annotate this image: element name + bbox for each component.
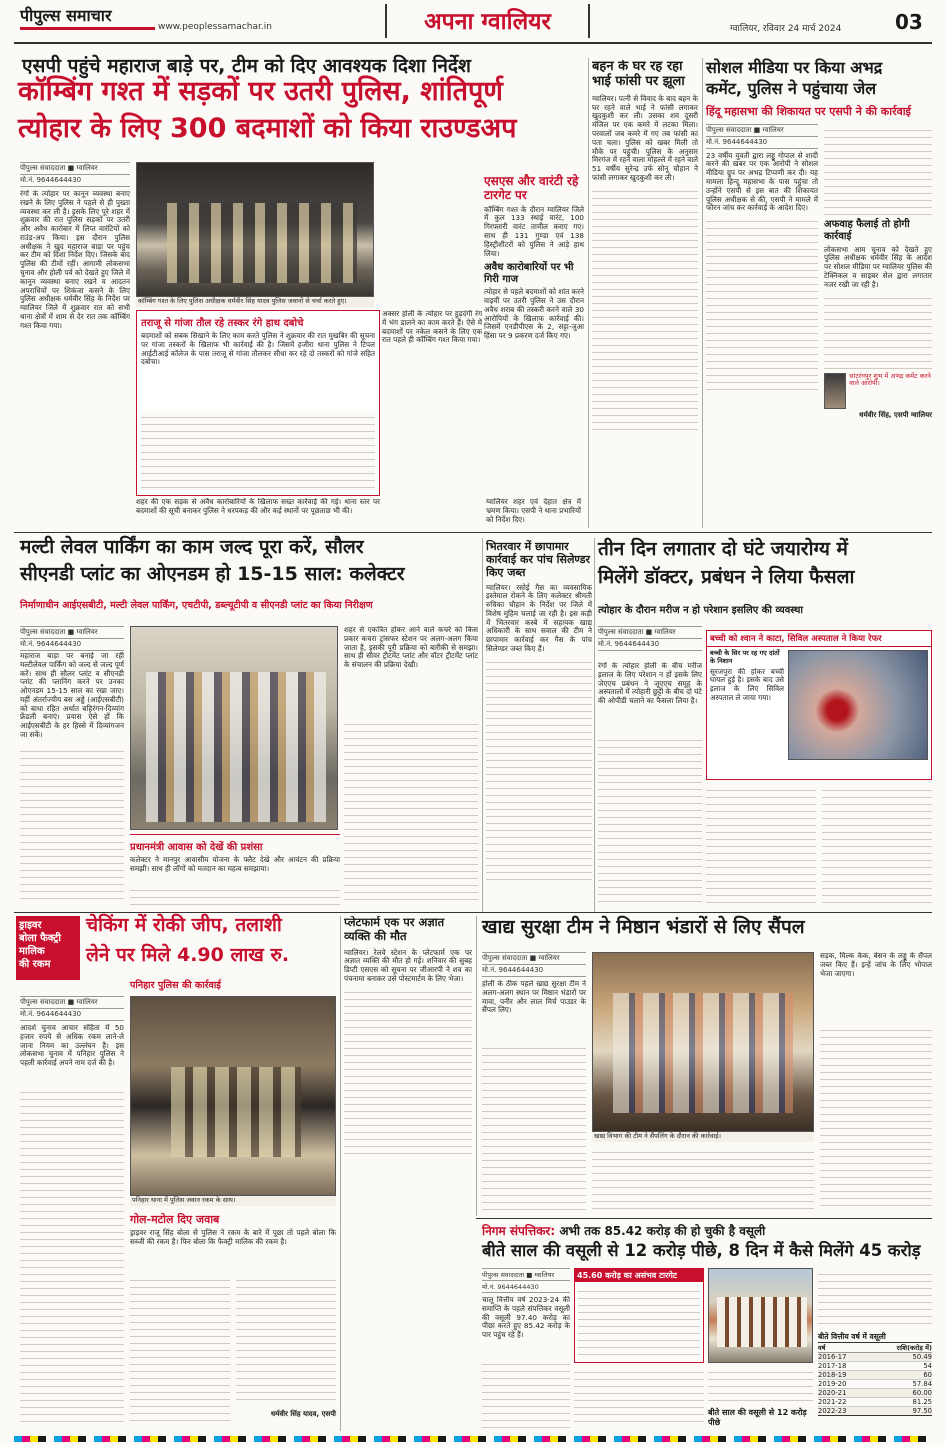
platform-story bbox=[344, 916, 472, 1216]
social-headline-line1: सोशल मीडिया पर किया अभद्र bbox=[706, 58, 883, 77]
revenue-byline-block bbox=[482, 1268, 570, 1293]
hospital-byline: पीपुल्स संवाददाता ■ ग्वालियर bbox=[598, 626, 702, 639]
section-rule bbox=[476, 1218, 932, 1219]
food-byline: पीपुल्स संवाददाता ■ ग्वालियर bbox=[482, 952, 586, 965]
raid-headline: भितरवार में छापामार कार्रवाई कर पांच सिलेण्डर किए जब्त bbox=[486, 540, 591, 580]
revenue-subhead: बीते साल की वसूली से 12 करोड़ पीछे bbox=[708, 1408, 807, 1427]
main-photo bbox=[136, 162, 374, 297]
inset-body-continued bbox=[141, 411, 375, 491]
table-cell-year: 2020-21 bbox=[818, 1389, 847, 1397]
suicide-story bbox=[592, 60, 698, 522]
hospital-byline-block bbox=[598, 626, 702, 651]
food-photo bbox=[592, 952, 814, 1132]
section-rule bbox=[14, 532, 932, 533]
parking-col-continued bbox=[344, 718, 478, 906]
jeep-photo bbox=[130, 996, 336, 1196]
parking-col-body: शहर से एकत्रित होकर आने वाले कचरे को किस प्रकार कचरा ट्रांसफर स्टेशन पर अलग-अलग किया जाता है, इसकी पूरी प्रक्रिया को बारीकी से समझा। साथ ही सीवर ट्रीटमेंट प्लांट और वॉटर ट्रीटमेंट प्लांट के संचालन की प्रक्रिया देखी। bbox=[344, 626, 478, 670]
main-body-col1: रंगों के त्योहार पर कानून व्यवस्था बनाए रखने के लिए पुलिस ने पहले से ही पुख्ता व्यवस्था कर ली है। इसके लिए पूरे शहर में शुक्रवार की रात पुलिस सड़कों पर उतरी और अवैध कारोबार में लिप्त वारंटियों को राउंड-अप किया। इस दौरान पुलिस अधीक्षक ने खुद महाराज बाड़ा पर पहुंच कर टीम को दिशा निर्देश दिए। जिसके बाद पुलिस की टीमों रहीं। आगामी लोकसभा चुनाव और होली पर्व को देखते हुए जिले में कानून व्यवस्था बनाए रखने व आदतन अपराधियों पर शिकंजा कसने के लिए पुलिस अधीक्षक धर्मवीर सिंह के निर्देश पर ग्वालियर जिले में शुक्रवार रात को सभी थाना क्षेत्रों में शाम से देर रात तक कॉम्बिंग गश्त किया गया। bbox=[20, 190, 130, 330]
table-cell-year: 2021-22 bbox=[818, 1398, 847, 1406]
column-divider bbox=[588, 58, 589, 528]
parking-headline-line1: मल्टी लेवल पार्किंग का काम जल्द पूरा करें, सौलर bbox=[20, 536, 364, 558]
main-byline bbox=[20, 162, 130, 187]
page-number: 03 bbox=[895, 10, 923, 34]
jeep-photo-caption: पनिहार थाना में पुलिस जवान रकम के साथ। bbox=[130, 1196, 336, 1206]
food-mobile: मो.नं. 9644644430 bbox=[482, 965, 586, 977]
jeep-byline-block bbox=[20, 996, 124, 1021]
injury-photo bbox=[788, 650, 928, 760]
website-url[interactable]: www.peoplessamachar.in bbox=[158, 22, 272, 32]
social-byline: पीपुल्स संवाददाता ■ ग्वालियर bbox=[706, 124, 818, 137]
food-body-continued bbox=[482, 1042, 586, 1212]
revenue-kicker-rest: अभी तक 85.42 करोड़ की हो चुकी है वसूली bbox=[559, 1224, 766, 1238]
raid-story bbox=[486, 540, 592, 910]
accused-photo bbox=[824, 373, 846, 409]
jeep-tag bbox=[16, 916, 80, 980]
photo-figure-group bbox=[613, 993, 793, 1113]
revenue-inset-headline: 45.60 करोड़ का असंभव टारगेट bbox=[575, 1269, 703, 1282]
table-cell-amount: 97.50 bbox=[912, 1407, 932, 1415]
jeep-body-continued bbox=[20, 1086, 124, 1426]
social-body2-continued bbox=[824, 292, 932, 370]
table-cell-amount: 54 bbox=[923, 1362, 932, 1370]
section-rule bbox=[14, 912, 932, 913]
jeep-deck: पनिहार पुलिस की कार्रवाई bbox=[130, 980, 221, 991]
main-inset-box bbox=[136, 310, 380, 496]
building-facade bbox=[717, 1297, 807, 1347]
social-body: 23 वर्षीय युवती द्वारा लड्डू गोपाल से शादी करने की खबर पर एक आरोपी ने सोशल मीडिया ग्रुप पर अभद्र टिप्पणी कर दी। यह मामला हिन्दू महासभा के पास पहुंचा तो उन्होंने एसपी से इस बात की शिकायत पुलिस अधीक्षक से की, एसपी ने मामले में फौरन जांच कर कार्रवाई के आदेश दिए। bbox=[706, 150, 818, 213]
platform-body-continued bbox=[344, 986, 472, 1154]
main-kicker: एसपी पहुंचे महाराज बाड़े पर, टीम को दिए आवश्यक दिशा निर्देश bbox=[22, 55, 471, 77]
table-cell-amount: 60 bbox=[923, 1371, 932, 1379]
table-cell-year: 2016-17 bbox=[818, 1353, 847, 1361]
byline-mobile: मो.नं. 9644644430 bbox=[20, 175, 130, 187]
jeep-sub-headline: गोल-मटोल दिए जवाब bbox=[130, 1213, 220, 1226]
parking-deck: निर्माणाधीन आईएसबीटी, मल्टी लेवल पार्किंग, एचटीपी, डब्ल्यूटीपी व सीएनडी प्लांट का किया निरीक्षण bbox=[20, 600, 373, 611]
hospital-inset bbox=[706, 630, 932, 780]
hospital-headline-line1: तीन दिन लगातार दो घंटे जयारोग्य में bbox=[598, 538, 848, 560]
table-row bbox=[818, 1353, 932, 1362]
column-divider bbox=[702, 58, 703, 528]
jeep-mobile: मो.नं. 9644644430 bbox=[20, 1009, 124, 1021]
column-divider bbox=[482, 538, 483, 913]
revenue-col4-body bbox=[818, 1268, 932, 1328]
hospital-col3-body bbox=[822, 784, 932, 906]
revenue-mobile: मो.नं. 9644644430 bbox=[482, 1281, 570, 1293]
parking-byline-block bbox=[20, 626, 124, 651]
raid-body: ग्वालियर। रसोई गैस का व्यवसायिक इस्तेमाल रोकने के लिए कलेक्टर श्रीमती रुचिका चौहान के निर्देश पर जिले में विशेष मुहिम चलाई जा रही है। इस कड़ी में भितरवार कस्बे में सहायक खाद्य अधिकारी के साथ सवाल की टीम ने छापामार कार्रवाई कर गैस के पांच सिलेण्डर जब्त किए हैं। bbox=[486, 582, 592, 654]
parking-photo bbox=[130, 626, 338, 830]
main-headline-line1: कॉम्बिंग गश्त में सड़कों पर उतरी पुलिस, शांतिपूर्ण bbox=[18, 76, 503, 107]
revenue-table bbox=[818, 1332, 932, 1416]
revenue-photo bbox=[708, 1268, 813, 1363]
revenue-col2-body bbox=[574, 1366, 704, 1428]
social-story bbox=[706, 60, 932, 530]
social-subhead: अफवाह फैलाई तो होगी कार्रवाई bbox=[824, 218, 910, 242]
food-body: होली के ठीक पहले खाद्य सुरक्षा टीम ने अलग-अलग स्थान पर मिष्ठान भंडारों पर मावा, पनीर और लाल मिर्च पाउडर के सैंपल लिए। bbox=[482, 980, 586, 1015]
parking-inset bbox=[130, 834, 340, 882]
table-header-amount: राशि(करोड़ में) bbox=[896, 1344, 932, 1352]
main-photo-caption: कॉम्बिंग गश्त के लिए पुलिस अधीक्षक धर्मवीर सिंह यादव पुलिस जवानों से चर्चा करते हुए। bbox=[136, 297, 374, 307]
parking-inset-body: कलेक्टर ने मानपुर आवासीय योजना के फ्लैट देखे और आवंटन की प्रक्रिया समझी। साथ ही लॉगों को मतदान का महत्व समझाया। bbox=[130, 855, 340, 873]
social-body-continued bbox=[706, 215, 818, 393]
hospital-inset-headline: बच्ची को श्वान ने काटा, सिविल अस्पताल ने किया रेफर bbox=[707, 631, 931, 647]
parking-inset-headline: प्रधानमंत्री आवास को देखें की प्रशंसा bbox=[130, 842, 263, 853]
raid-body-continued bbox=[486, 656, 592, 886]
table-cell-year: 2018-19 bbox=[818, 1371, 847, 1379]
revenue-inset-body bbox=[578, 1285, 700, 1361]
table-row bbox=[818, 1398, 932, 1407]
logo bbox=[20, 4, 155, 30]
table-cell-amount: 50.49 bbox=[912, 1353, 932, 1361]
revenue-col3-body bbox=[708, 1366, 813, 1406]
hospital-body: रंगों के त्योहार होली के बीच मरीज इलाज के लिए परेशान न हों इसके लिए जेएएच प्रबंधन ने जूएएच समूह के अस्पतालों में त्योहारी छुट्टी के बीच दो घंटे की ओपीडी चलाने का फैसला लिया है। bbox=[598, 662, 702, 706]
social-signature: धर्मवीर सिंह, एसपी ग्वालियर bbox=[859, 410, 932, 419]
revenue-table-header bbox=[818, 1343, 932, 1353]
jeep-tag-line3: मालिक bbox=[19, 946, 45, 957]
suicide-body-continued bbox=[592, 185, 698, 435]
table-cell-year: 2022-23 bbox=[818, 1407, 847, 1415]
photo-figure-group bbox=[167, 203, 357, 283]
table-row bbox=[818, 1362, 932, 1371]
sidebar-headline: एसएस और वारंटी रहे टारगेट पर bbox=[484, 174, 579, 202]
photo-figure-group bbox=[171, 1067, 301, 1157]
social-deck: हिंदू महासभा की शिकायत पर एसपी ने की कार्रवाई bbox=[706, 104, 911, 118]
accused-caption: सांटरंगपुर शुभ में अभद्र कमेंट करने वाले आरोपी। bbox=[849, 371, 931, 388]
revenue-kicker: निगम संपत्तिकर: bbox=[482, 1224, 556, 1238]
table-header-year: वर्ष bbox=[818, 1344, 826, 1352]
table-cell-year: 2017-18 bbox=[818, 1362, 847, 1370]
parking-headline-line2: सीएनडी प्लांट का ओएनडम हो 15-15 साल: कलेक्टर bbox=[20, 563, 405, 585]
jeep-col2-body bbox=[130, 1274, 230, 1426]
hospital-body-continued bbox=[598, 734, 702, 906]
social-mobile: मो.नं. 9644644430 bbox=[706, 137, 818, 149]
jeep-headline-line1: चेकिंग में रोकी जीप, तलाशी bbox=[86, 914, 282, 936]
jeep-col3-body bbox=[236, 1274, 336, 1404]
main-headline-line2: त्योहार के लिए 300 बदमाशों को किया राउण्डअप bbox=[18, 113, 517, 144]
dateline: ग्वालियर, रविवार 24 मार्च 2024 bbox=[730, 24, 842, 34]
jeep-sub-story bbox=[130, 1212, 336, 1272]
table-row bbox=[818, 1380, 932, 1389]
jeep-sub-body: ड्राइवर राजू सिंह बोला से पुलिस ने रकम के बारे में पूछा तो पहले बोला कि सब्जी की रकम है। फिर बोला कि फैक्ट्री मालिक की रकम है। bbox=[130, 1228, 336, 1246]
social-body-col2 bbox=[824, 124, 932, 216]
column-divider bbox=[594, 538, 595, 913]
parking-body: महाराज बाड़ा पर बनाई जा रही मल्टीलेवल पार्किंग को जल्द से जल्द पूर्ण करें। साथ ही सौलर प्लांट व सीएनडी प्लांट की प्लानिंग करने पर उनका ओएनडम 15-15 साल का रखा जाए। यहीं अंतर्राज्यीय बस अड्डे (आईएसबीटी) को बाधा रहित अर्थात बहिरंगन-दिव्यांग फ्रेंडली बनाएं। प्रयास ऐसे हों कि आईएसबीटी के हर हिस्से में दिव्यांगजन जा सकें। bbox=[20, 652, 124, 740]
table-cell-year: 2019-20 bbox=[818, 1380, 847, 1388]
food-photo-caption: खाद्य विभाग की टीम ने सैंपलिंग के दौरान की कार्रवाई। bbox=[592, 1132, 814, 1142]
hospital-mobile: मो.नं. 9644644430 bbox=[598, 639, 702, 651]
main-body-col3: अक्सर होली के त्योहार पर हुड़दंगी रंग में भंग डालने का काम करते हैं। ऐसे में बदमाशों पर नकेल कसने के लिए एक रात पहले ही कॉम्बिंग गश्त किया गया। bbox=[382, 310, 482, 345]
masthead bbox=[0, 0, 945, 44]
main-body-col4: ग्वालियर शहर एवं देहात क्षेत्र में भ्रमण किया। एसपी ने थाना प्रभारियों को निर्देश दिए। bbox=[486, 498, 581, 524]
column-divider bbox=[476, 916, 477, 1216]
main-body-col2: शहर की एक सड़क से अवैध कारोबारियों के खिलाफ सख्त कार्रवाई की गई। थाना स्तर पर बदमाशों की सूची बनाकर पुलिस ने धरपकड़ की और कई स्थानों पर पूछताछ भी की। bbox=[136, 498, 380, 515]
hospital-inset-caption: बच्ची के सिर पर रह गए दांतों के निशान bbox=[710, 649, 780, 665]
revenue-inset bbox=[574, 1268, 704, 1363]
platform-body: ग्वालियर। रेलवे स्टेशन के प्लेटफार्म एक पर अज्ञात व्यक्ति की मौत हो गई। शनिवार की सुबह डिप्टी एसएस को सूचना पर जीआरपी ने शव का पंचनामा बनाकर उसे पोस्टमार्टम के लिए भेजा। bbox=[344, 947, 472, 983]
table-row bbox=[818, 1389, 932, 1398]
table-cell-amount: 57.84 bbox=[912, 1380, 932, 1388]
photo-figure-group bbox=[146, 672, 326, 822]
section-title-text: अपना ग्वालियर bbox=[424, 9, 551, 35]
sidebar-subhead: अवैध कारोबारियों पर भी गिरी गाज bbox=[484, 262, 574, 285]
revenue-body-continued bbox=[482, 1358, 570, 1428]
byline-text: पीपुल्स संवाददाता ■ ग्वालियर bbox=[20, 162, 130, 175]
sidebar-story bbox=[484, 175, 584, 495]
parking-mobile: मो.नं. 9644644430 bbox=[20, 639, 124, 651]
revenue-table-title: बीते वित्तीय वर्ष में वसूली bbox=[818, 1332, 932, 1343]
platform-headline: प्लेटफार्म एक पर अज्ञात व्यक्ति की मौत bbox=[344, 916, 445, 943]
jeep-tag-line2: बोला फैक्ट्री bbox=[19, 933, 61, 944]
table-row bbox=[818, 1407, 932, 1416]
food-col3-body bbox=[820, 1024, 932, 1212]
revenue-byline: पीपुल्स संवाददाता ■ ग्वालियर bbox=[482, 1268, 570, 1281]
hospital-headline-line2: मिलेंगे डॉक्टर, प्रबंधन ने लिया फैसला bbox=[598, 566, 855, 588]
revenue-kicker-row bbox=[482, 1222, 932, 1239]
jeep-tag-line4: की रकम bbox=[19, 959, 51, 970]
jeep-headline-line2: लेने पर मिले 4.90 लाख रु. bbox=[86, 944, 290, 966]
food-headline: खाद्य सुरक्षा टीम ने मिष्ठान भंडारों से लिए सैंपल bbox=[482, 916, 805, 938]
column-divider bbox=[340, 916, 341, 1431]
jeep-body: आदर्श चुनाव आचार संहिता में 50 हजार रुपये से अधिक रकम लाने-ले जाना नियम का उल्लंघन है। इस लोकसभा चुनाव में पनिहार पुलिस ने पहली कार्रवाई अपने नाम दर्ज की है। bbox=[20, 1024, 124, 1068]
hospital-inset-body: सूरजपुरा की होकर बच्ची घायल हुई है। इसके बाद उसे इलाज के लिए सिविल अस्पताल ले जाया गया। bbox=[710, 667, 784, 702]
print-color-strip bbox=[14, 1436, 932, 1442]
food-body2: सड़क, मिल्क केक, बेसन के लड्डू के सैंपल जब्त किए हैं। इन्हें जांच के लिए भोपाल भेजा जाएगा। bbox=[820, 952, 932, 978]
table-cell-amount: 60.00 bbox=[912, 1389, 932, 1397]
inset-body: बदमाशों को सबक सिखाने के लिए काम करते पुलिस ने शुक्रवार की रात मुखबिर की सूचना पर गांजा तस्करों के खिलाफ भी कार्रवाई की है। जिसमें हजीरा थाना पुलिस ने टिपल आईटीआई कॉलेज के पास तराजू से गांजा तौलकर सीधा कर रहे दो तस्करों को गांजे सहित दबोचा। bbox=[141, 331, 375, 367]
section-title bbox=[385, 4, 590, 38]
parking-byline: पीपुल्स संवाददाता ■ ग्वालियर bbox=[20, 626, 124, 639]
jeep-tag-line1: ड्राइवर bbox=[19, 920, 42, 931]
logo-text: पीपुल्स समाचार bbox=[20, 6, 112, 25]
social-body2: लोकसभा आम चुनाव को देखते हुए पुलिस अधीक्षक धर्मवीर सिंह के आदेश पर सोशल मीडिया पर ग्वालियर पुलिस की टेक्निकल व साइबर सेल द्वारा लगातार नजर रखी जा रही है। bbox=[824, 244, 932, 289]
revenue-body: चालू वित्तीय वर्ष 2023-24 की समाप्ति के पहले संपत्तिकर वसूली की वसूली 97.40 करोड़ का पीछा करते हुए 85.42 करोड़ के पार पहुंच रहे हैं। bbox=[482, 1296, 570, 1340]
revenue-headline: बीते साल की वसूली से 12 करोड़ पीछे, 8 दिन में कैसे मिलेंगे 45 करोड़ bbox=[482, 1241, 921, 1260]
sidebar-body: कॉम्बिंग गश्त के दौरान ग्वालियर जिले में कुल 133 स्थाई वारंट, 100 गिरफ्तारी वारंट तामील कराए गए। साथ ही 131 गुण्डा एवं 138 हिस्ट्रीशीटरों को पुलिस ने आड़े हाथ लिया। bbox=[484, 204, 584, 258]
food-col2-body bbox=[592, 1146, 814, 1212]
table-row bbox=[818, 1371, 932, 1380]
social-headline-line2: कमेंट, पुलिस ने पहुंचाया जेल bbox=[706, 78, 877, 98]
jeep-signature: धर्मवीर सिंह यादव, एसपी bbox=[270, 1410, 336, 1418]
food-byline-block bbox=[482, 952, 586, 977]
header-rule bbox=[14, 42, 932, 44]
parking-body-continued bbox=[20, 745, 124, 905]
hospital-col2-body bbox=[706, 784, 816, 906]
suicide-headline: बहन के घर रह रहा भाई फांसी पर झूला bbox=[592, 60, 685, 89]
hospital-deck: त्योहार के दौरान मरीज न हो परेशान इसलिए की व्यवस्था bbox=[598, 605, 803, 616]
inset-headline: तराजू से गांजा तौल रहे तस्कर रंगे हाथ दबोचे bbox=[141, 318, 304, 329]
parking-body-col2 bbox=[130, 884, 340, 906]
suicide-body: ग्वालियर। पत्नी से विवाद के बाद बहन के घर रहने वाले भाई ने फांसी लगाकर खुदकुशी कर ली। उसका शव दूसरी मंजिल पर एक कमरे में लटका मिला। परवालों जब कमरे में गए तब फांसी का पता चला। पुलिस को खबर मिली तो मौके पर पहुंची। पुलिस के अनुसार मिरगंज में रहने वाला मोहल्ले में रहने वाले 51 वर्षीय सुरेन्द्र उर्फ सोनू चौहान ने फांसी लगाकर खुदकुशी कर ली। bbox=[592, 93, 698, 182]
table-cell-amount: 81.25 bbox=[912, 1398, 932, 1406]
sidebar-body2: त्योहार से पहले बदमाशों को शांत करने वाइवीं पर उतरी पुलिस ने उस दौरान अवैध शराब की तस्करी करने वाले 30 आरोपियों के खिलाफ कार्रवाई की। जिसमें एनडीपीएस के 2, सट्टा-जुआ हिंसा पर 9 प्रकरण दर्ज किए गए। bbox=[484, 287, 584, 341]
jeep-byline: पीपुल्स संवाददाता ■ ग्वालियर bbox=[20, 996, 124, 1009]
